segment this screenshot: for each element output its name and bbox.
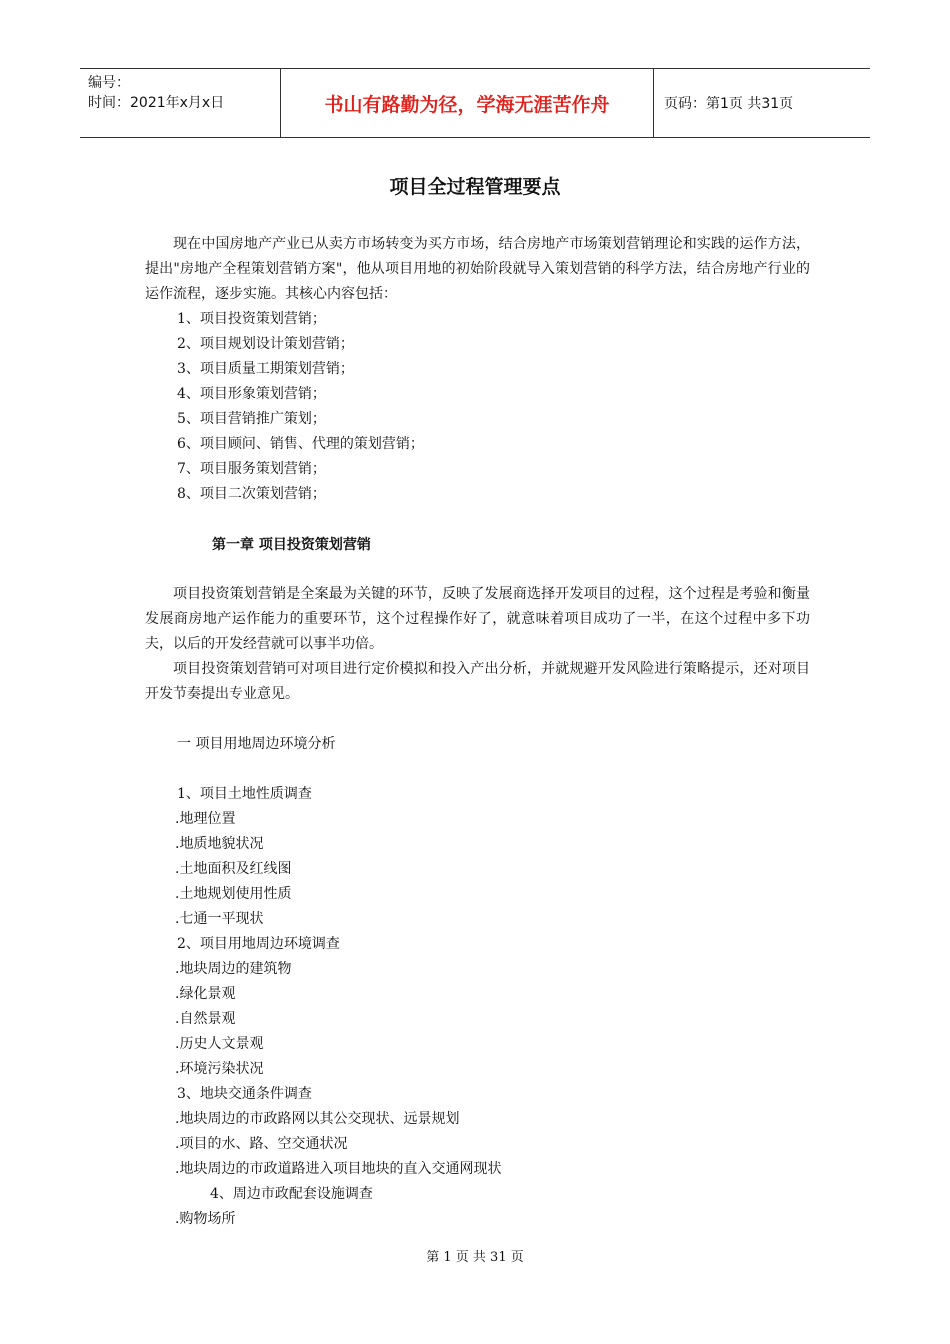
- outline-item: .自然景观: [175, 1011, 236, 1027]
- intro-paragraph: 现在中国房地产产业已从卖方市场转变为买方市场，结合房地产市场策划营销理论和实践的运作方法，提出"房地产全程策划营销方案"，他从项目用地的初始阶段就导入策划营销的科学方法，结合房地产行业的运作流程，逐步实施。其核心内容包括：: [145, 236, 810, 302]
- number-label: 编号：: [88, 75, 130, 91]
- header-motto: 书山有路勤为径，学海无涯苦作舟: [281, 69, 654, 137]
- outline-item: .购物场所: [175, 1211, 236, 1227]
- header-meta: [80, 69, 281, 137]
- outline-item: .土地面积及红线图: [175, 861, 292, 877]
- outline-item: .历史人文景观: [175, 1036, 264, 1052]
- outline-heading: 2、项目用地周边环境调查: [177, 936, 340, 952]
- outline-heading: 3、地块交通条件调查: [177, 1086, 312, 1102]
- core-item: 8、项目二次策划营销；: [177, 486, 326, 502]
- document-title: 项目全过程管理要点: [389, 176, 561, 198]
- core-item: 3、项目质量工期策划营销；: [177, 361, 354, 377]
- core-item: 6、项目顾问、销售、代理的策划营销；: [177, 436, 424, 452]
- outline-item: .七通一平现状: [175, 911, 264, 927]
- page-footer: 第 1 页 共 31 页: [426, 1250, 524, 1265]
- outline-heading: 1、项目土地性质调查: [177, 786, 312, 802]
- core-item: 2、项目规划设计策划营销；: [177, 336, 354, 352]
- time-label: 时间：2021年x月x日: [88, 95, 225, 111]
- outline-item: .土地规划使用性质: [175, 886, 292, 902]
- section-title: 一 项目用地周边环境分析: [177, 736, 336, 752]
- outline-item: .地理位置: [175, 811, 236, 827]
- chapter-paragraph-2: 项目投资策划营销可对项目进行定价模拟和投入产出分析，并就规避开发风险进行策略提示，还对项目开发节奏提出专业意见。: [145, 661, 810, 702]
- outline-item: .项目的水、路、空交通状况: [175, 1136, 348, 1152]
- core-item: 5、项目营销推广策划；: [177, 411, 326, 427]
- core-item: 1、项目投资策划营销；: [177, 311, 326, 327]
- outline-item: .地质地貌状况: [175, 836, 264, 852]
- outline-item: .绿化景观: [175, 986, 236, 1002]
- outline-item: .环境污染状况: [175, 1061, 264, 1077]
- chapter-title: 第一章 项目投资策划营销: [212, 537, 371, 553]
- outline-item: .地块周边的建筑物: [175, 961, 292, 977]
- chapter-paragraph-1: 项目投资策划营销是全案最为关键的环节，反映了发展商选择开发项目的过程，这个过程是考验和衡量发展商房地产运作能力的重要环节，这个过程操作好了，就意味着项目成功了一半，在这个过程中多下功夫，以后的开发经营就可以事半功倍。: [145, 586, 810, 652]
- core-item: 7、项目服务策划营销；: [177, 461, 326, 477]
- outline-item: .地块周边的市政路网以其公交现状、远景规划: [175, 1111, 460, 1127]
- core-item: 4、项目形象策划营销；: [177, 386, 326, 402]
- header-table: [80, 68, 870, 138]
- header-page-code: 页码：第1页 共31页: [664, 96, 794, 112]
- outline-item: .地块周边的市政道路进入项目地块的直入交通网现状: [175, 1161, 502, 1177]
- outline-heading: 4、周边市政配套设施调查: [210, 1186, 373, 1202]
